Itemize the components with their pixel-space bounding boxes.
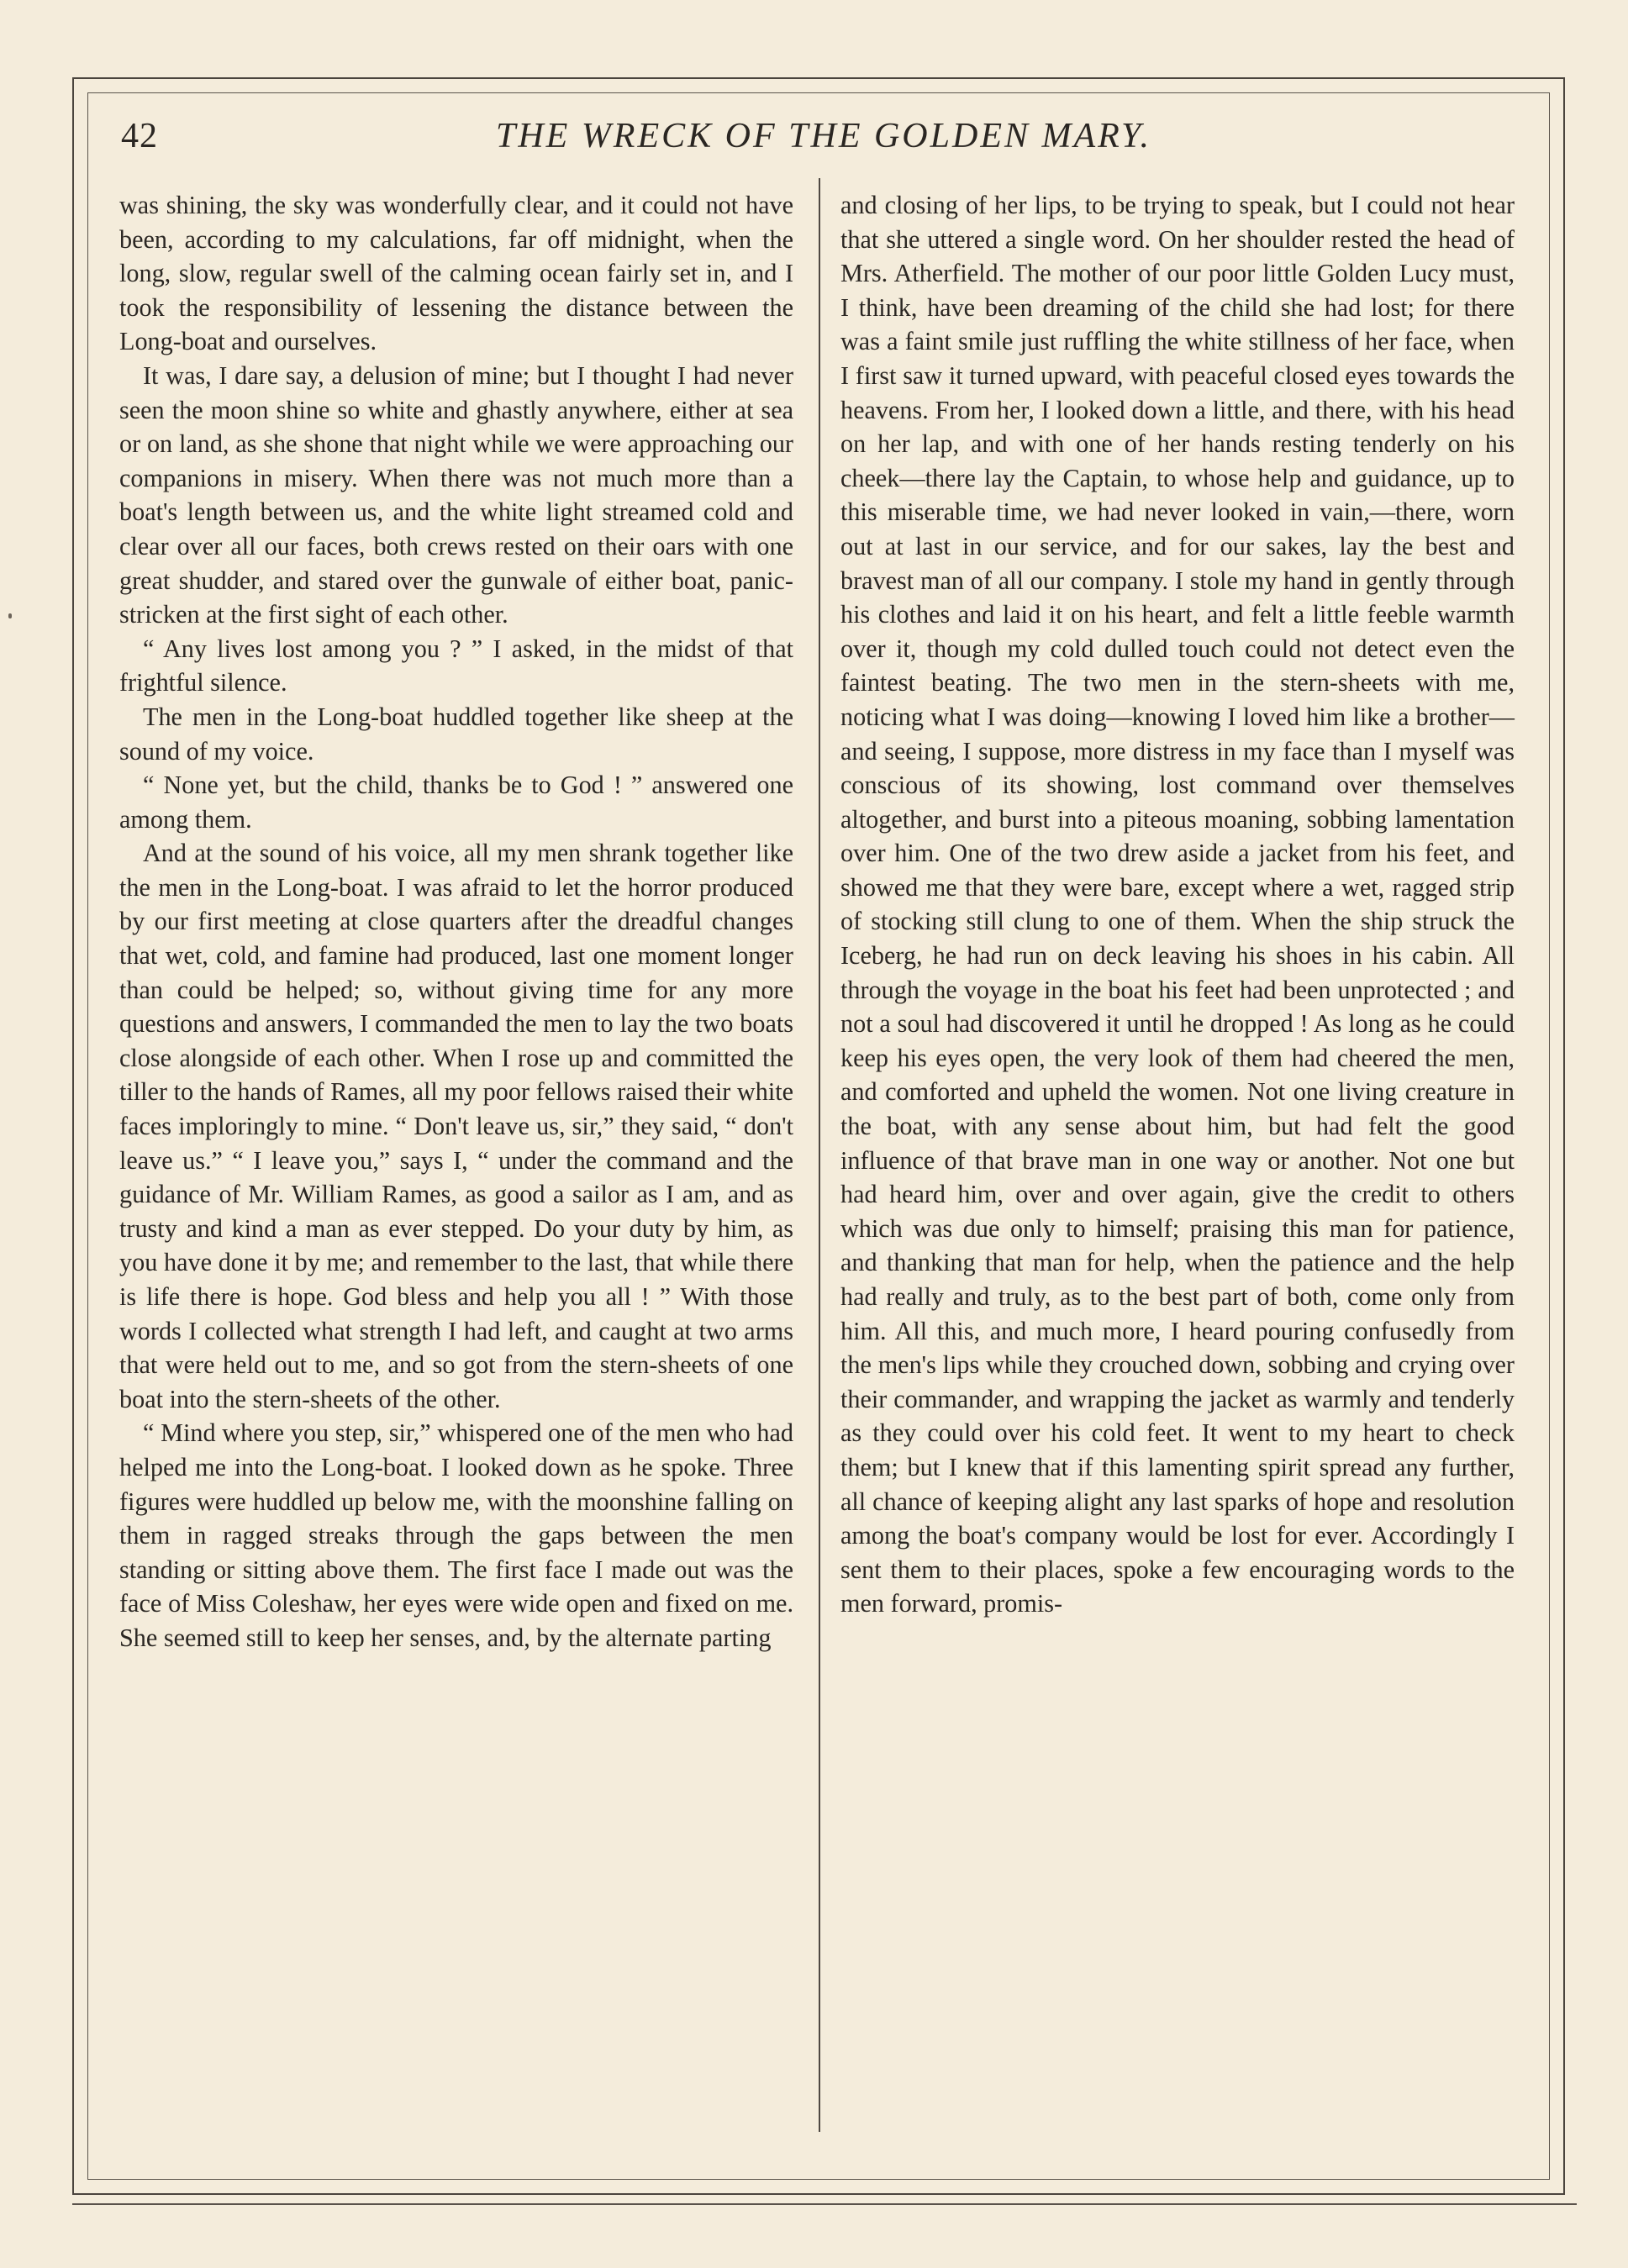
- paper-blemish: [8, 613, 12, 618]
- right-column: [840, 188, 1515, 1621]
- paragraph: was shining, the sky was wonderfully clear, and it could not have been, according to my calculations, far off midnight, when the long, slow, regular swell of the calming ocean fairly set in, and I took the responsibility of lessening the distance between the Long-boat and ourselves.: [119, 191, 793, 356]
- page-number: 42: [121, 117, 158, 155]
- paragraph: The men in the Long-boat huddled together like sheep at the sound of my voice.: [119, 702, 793, 766]
- paragraph: And at the sound of his voice, all my men shrank together like the men in the Long-boat. I was afraid to let the horror produced by our first meeting at close quarters after the dreadful changes that wet, cold, and famine had produced, last one moment longer than could be helped; so, without giving time for any more questions and answers, I commanded the men to lay the two boats close alongside of each other. When I rose up and committed the tiller to the hands of Rames, all my poor fellows raised their white faces imploringly to mine. “ Don't leave us, sir,” they said, “ don't leave us.” “ I leave you,” says I, “ under the command and the guidance of Mr. William Rames, as good a sailor as I am, and as trusty and kind a man as ever stepped. Do your duty by him, as you have done it by me; and remember to the last, that while there is life there is hope. God bless and help you all ! ” With those words I collected what strength I had left, and caught at two arms that were held out to me, and so got from the stern-sheets of one boat into the stern-sheets of the other.: [119, 839, 793, 1413]
- paragraph: It was, I dare say, a delusion of mine; but I thought I had never seen the moon shine so white and ghastly anywhere, either at sea or on land, as she shone that night while we were approaching our companions in misery. When there was not much more than a boat's length between us, and the white light streamed cold and clear over all our faces, both crews rested on their oars with one great shudder, and stared over the gunwale of either boat, panic-stricken at the first sight of each other.: [119, 360, 793, 629]
- paragraph: “ None yet, but the child, thanks be to God ! ” answered one among them.: [119, 771, 793, 834]
- paragraph: “ Mind where you step, sir,” whispered one of the men who had helped me into the Long-boat. I looked down as he spoke. Three figures were huddled up below me, with the moonshine falling on them in ragged streaks through the gaps between the men standing or sitting above them. The first face I made out was the face of Miss Coleshaw, her eyes were wide open and fixed on me. She seemed still to keep her senses, and, by the alternate parting: [119, 1418, 793, 1652]
- running-header: [118, 116, 1530, 166]
- left-column: [119, 188, 793, 1655]
- paragraph: “ Any lives lost among you ? ” I asked, in the midst of that frightful silence.: [119, 634, 793, 697]
- column-divider: [819, 178, 820, 2132]
- bottom-border-rule: [72, 2203, 1577, 2205]
- paragraph: and closing of her lips, to be trying to speak, but I could not hear that she uttered a single word. On her shoulder rested the head of Mrs. Atherfield. The mother of our poor little Golden Lucy must, I think, have been dreaming of the child she had lost; for there was a faint smile just ruffling the white stillness of her face, when I first saw it turned upward, with peaceful closed eyes towards the heavens. From her, I looked down a little, and there, with his head on her lap, and with one of her hands resting tenderly on his cheek—there lay the Captain, to whose help and guidance, up to this miserable time, we had never looked in vain,—there, worn out at last in our service, and for our sakes, lay the best and bravest man of all our company. I stole my hand in gently through his clothes and laid it on his heart, and felt a little feeble warmth over it, though my cold dulled touch could not detect even the faintest beating. The two men in the stern-sheets with me, noticing what I was doing—knowing I loved him like a brother—and seeing, I suppose, more distress in my face than I myself was conscious of its showing, lost command over themselves altogether, and burst into a piteous moaning, sobbing lamentation over him. One of the two drew aside a jacket from his feet, and showed me that they were bare, except where a wet, ragged strip of stocking still clung to one of them. When the ship struck the Iceberg, he had run on deck leaving his shoes in his cabin. All through the voyage in the boat his feet had been unprotected ; and not a soul had discovered it until he dropped ! As long as he could keep his eyes open, the very look of them had cheered the men, and comforted and upheld the women. Not one living creature in the boat, with any sense about him, but had felt the good influence of that brave man in one way or another. Not one but had heard him, over and over again, give the credit to others which was due only to himself; praising this man for patience, and thanking that man for help, when the patience and the help had really and truly, as to the best part of both, come only from him. All this, and much more, I heard pouring confusedly from the men's lips while they crouched down, sobbing and crying over their commander, and wrapping the jacket as warmly and tenderly as they could over his cold feet. It went to my heart to check them; but I knew that if this lamenting spirit spread any further, all chance of keeping alight any last sparks of hope and resolution among the boat's company would be lost for ever. Accordingly I sent them to their places, spoke a few encouraging words to the men forward, promis-: [840, 191, 1515, 1618]
- running-title: THE WRECK OF THE GOLDEN MARY.: [495, 117, 1152, 155]
